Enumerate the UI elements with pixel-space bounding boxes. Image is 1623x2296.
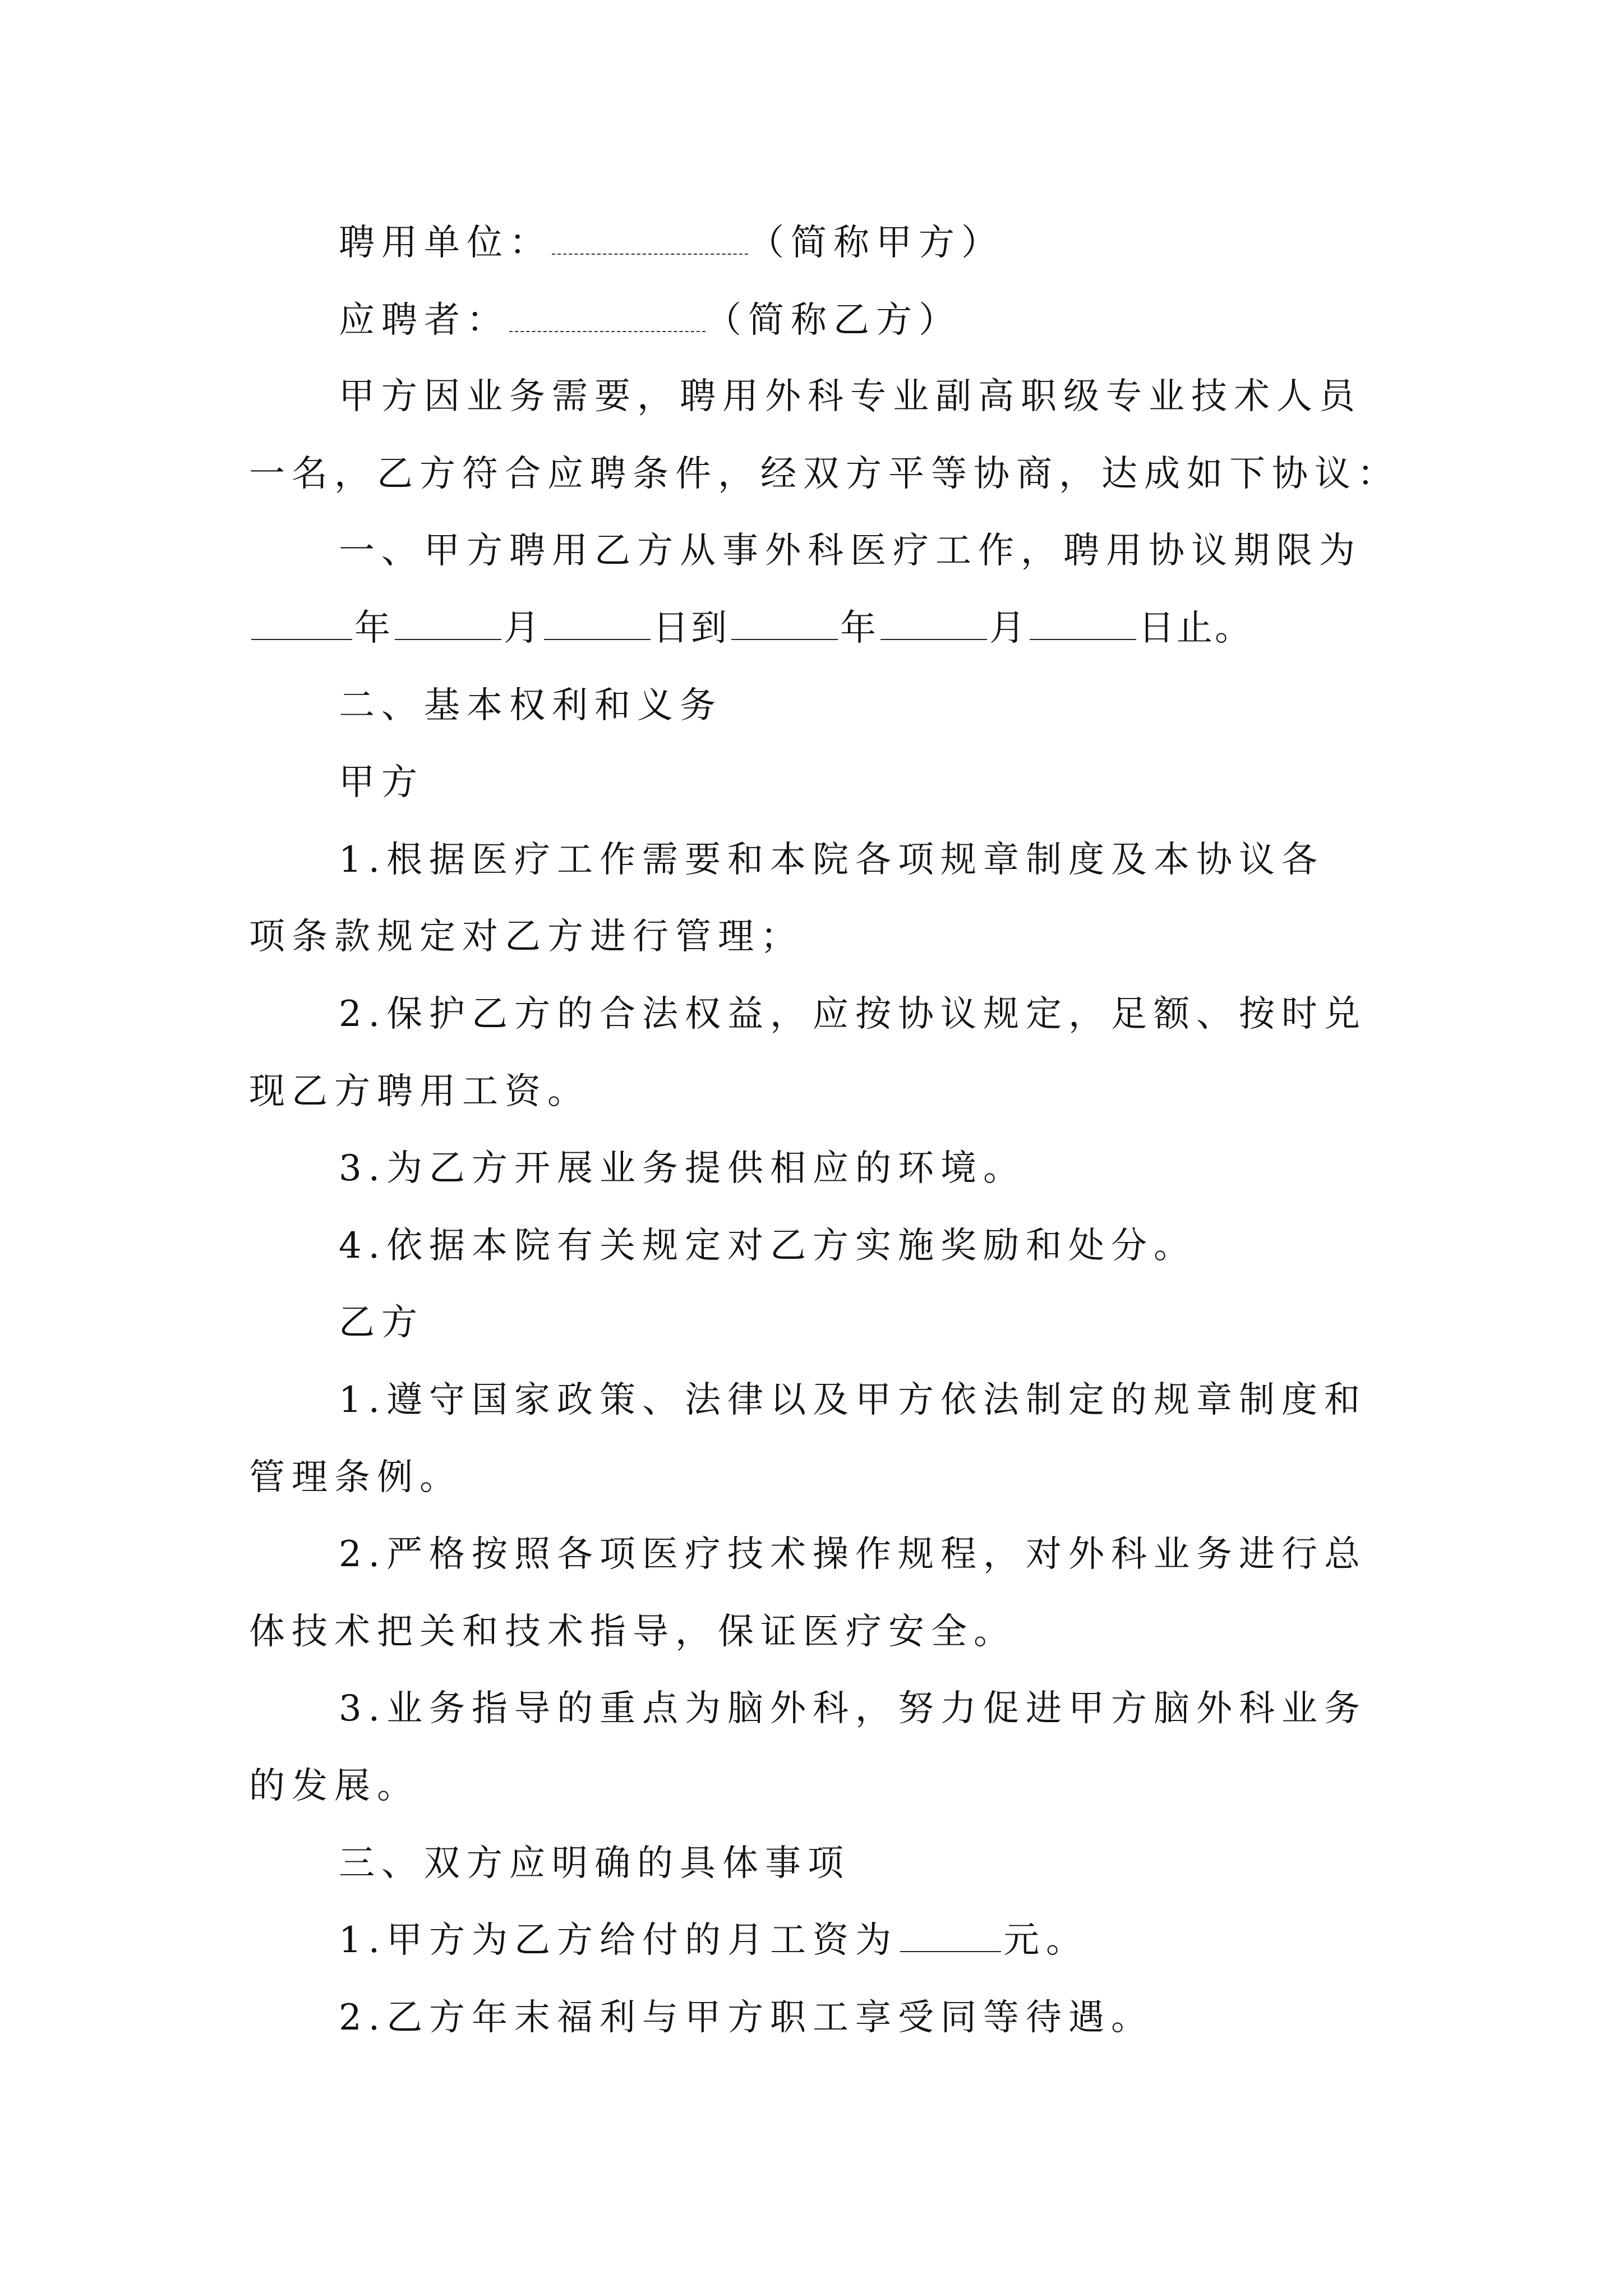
paragraph-line — [339, 992, 1367, 1037]
end-year-blank[interactable] — [731, 639, 838, 640]
applicant-blank[interactable] — [509, 297, 706, 332]
end-month-label: 月 — [989, 608, 1027, 649]
party-b-item-2a: 2.严格按照各项医疗技术操作规程，对外科业务进行总 — [339, 1534, 1367, 1575]
party-b-label: 乙方 — [339, 1302, 424, 1343]
party-b-item-1b: 管理条例。 — [249, 1457, 462, 1498]
party-a-heading — [339, 760, 424, 805]
paragraph-line — [339, 1686, 1367, 1731]
party-a-item-2b: 现乙方聘用工资。 — [249, 1071, 590, 1112]
paragraph-line — [249, 1069, 590, 1114]
party-b-item-2b: 体技术把关和技术指导，保证医疗安全。 — [249, 1611, 1016, 1653]
employer-line — [339, 220, 1004, 265]
paragraph-line — [249, 452, 1400, 496]
paragraph-line — [339, 838, 1324, 882]
start-year-blank[interactable] — [251, 639, 352, 640]
applicant-label: 应聘者： — [339, 300, 509, 341]
section-heading-3 — [339, 1841, 850, 1886]
party-a-item-4: 4.依据本院有关规定对乙方实施奖励和处分。 — [339, 1225, 1197, 1267]
employer-blank[interactable] — [552, 220, 748, 255]
paragraph-line — [249, 1609, 1016, 1654]
date-range-line — [249, 606, 1253, 651]
section-heading-2 — [339, 683, 722, 728]
paragraph-line — [249, 914, 803, 959]
section-3-title: 三、双方应明确的具体事项 — [339, 1843, 850, 1884]
party-a-item-3: 3.为乙方开展业务提供相应的环境。 — [339, 1148, 1026, 1189]
party-a-item-2a: 2.保护乙方的合法权益，应按协议规定，足额、按时兑 — [339, 993, 1367, 1035]
start-day-label: 日到 — [653, 608, 729, 649]
clause-1-text: 一、甲方聘用乙方从事外科医疗工作，聘用协议期限为 — [339, 530, 1362, 572]
party-a-item-1a: 1.根据医疗工作需要和本院各项规章制度及本协议各 — [339, 839, 1325, 881]
employer-abbr: （简称甲方） — [748, 222, 1004, 264]
party-b-item-1a: 1.遵守国家政策、法律以及甲方依法制定的规章制度和 — [339, 1379, 1367, 1421]
start-month-label: 月 — [504, 608, 542, 649]
salary-line — [339, 1918, 1089, 1963]
paragraph-line — [249, 1764, 419, 1809]
start-day-blank[interactable] — [544, 639, 651, 640]
paragraph-line — [249, 1455, 462, 1500]
intro-text-2: 一名，乙方符合应聘条件，经双方平等协商，达成如下协议： — [249, 453, 1400, 495]
paragraph-line — [339, 1378, 1367, 1423]
party-a-label: 甲方 — [339, 762, 424, 803]
applicant-line — [339, 297, 961, 343]
section-2-title: 二、基本权利和义务 — [339, 685, 722, 726]
paragraph-line — [339, 1223, 1196, 1268]
party-b-item-3b: 的发展。 — [249, 1765, 419, 1807]
paragraph-line — [339, 374, 1362, 419]
end-day-label: 日止。 — [1138, 608, 1253, 649]
salary-blank[interactable] — [900, 1951, 1001, 1952]
salary-text: 1.甲方为乙方给付的月工资为 — [339, 1920, 898, 1961]
party-b-heading — [339, 1300, 424, 1345]
welfare-text: 2.乙方年末福利与甲方职工享受同等待遇。 — [339, 1997, 1154, 2039]
party-a-item-1b: 项条款规定对乙方进行管理； — [249, 916, 803, 958]
paragraph-line — [339, 1146, 1026, 1191]
intro-text-1: 甲方因业务需要，聘用外科专业副高职级专业技术人员 — [339, 376, 1362, 417]
paragraph-line — [339, 1532, 1367, 1577]
party-b-item-3a: 3.业务指导的重点为脑外科，努力促进甲方脑外科业务 — [339, 1688, 1367, 1729]
end-day-blank[interactable] — [1030, 639, 1136, 640]
applicant-abbr: （简称乙方） — [706, 300, 961, 341]
paragraph-line — [339, 1995, 1154, 2040]
end-year-label: 年 — [840, 608, 878, 649]
clause-heading-1 — [339, 528, 1362, 573]
end-month-blank[interactable] — [880, 639, 987, 640]
start-month-blank[interactable] — [395, 639, 501, 640]
salary-unit: 元。 — [1003, 1920, 1089, 1961]
start-year-label: 年 — [354, 608, 393, 649]
employer-label: 聘用单位： — [339, 222, 552, 264]
